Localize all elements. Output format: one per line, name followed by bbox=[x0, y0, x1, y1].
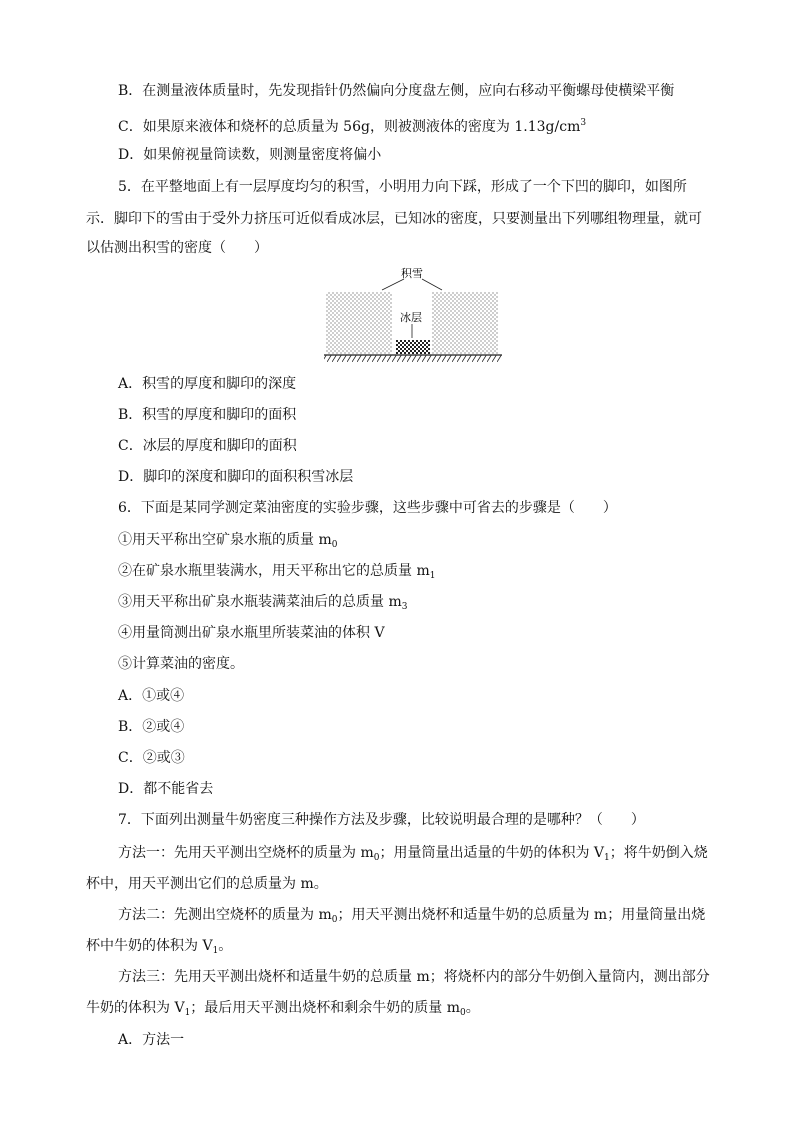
snow-left bbox=[326, 292, 392, 354]
q5-option-c: C．冰层的厚度和脚印的面积 bbox=[118, 438, 297, 454]
q6-step-4: ④用量筒测出矿泉水瓶里所装菜油的体积 V bbox=[118, 625, 385, 641]
q6-option-b: B．②或④ bbox=[118, 719, 185, 735]
label-ice: 冰层 bbox=[400, 311, 422, 324]
snow-footprint-figure bbox=[322, 266, 504, 366]
snow-right bbox=[432, 292, 498, 354]
q7-method-3-line-1: 方法三：先用天平测出烧杯和适量牛奶的总质量 m；将烧杯内的部分牛奶倒入量筒内，测出部分 bbox=[118, 969, 710, 985]
label-snow: 积雪 bbox=[401, 267, 423, 280]
q6-step-3: ③用天平称出矿泉水瓶装满菜油后的总质量 $m_3$ bbox=[118, 594, 408, 612]
q4-option-c: C．如果原来液体和烧杯的总质量为 56g，则被测液体的密度为 $1.13g/cm^3$ bbox=[118, 118, 587, 135]
q6-stem: 6．下面是某同学测定菜油密度的实验步骤，这些步骤中可省去的步骤是（ ） bbox=[118, 500, 617, 516]
q7-method-1-line-2: 杯中，用天平测出它们的总质量为 m。 bbox=[86, 876, 328, 892]
q6-option-d: D．都不能省去 bbox=[118, 781, 214, 797]
q5-option-b: B．积雪的厚度和脚印的面积 bbox=[118, 407, 297, 423]
q7-option-a: A．方法一 bbox=[118, 1032, 185, 1048]
q6-option-c: C．②或③ bbox=[118, 750, 185, 766]
q6-step-1: ①用天平称出空矿泉水瓶的质量 $m_0$ bbox=[118, 532, 338, 550]
q5-option-a: A．积雪的厚度和脚印的深度 bbox=[118, 376, 297, 392]
q6-step-5: ⑤计算菜油的密度。 bbox=[118, 656, 244, 672]
q5-option-d: D．脚印的深度和脚印的面积积雪冰层 bbox=[118, 469, 354, 485]
q7-method-1-line-1: 方法一：先用天平测出空烧杯的质量为 $m_0$；用量筒量出适量的牛奶的体积为 $V_1$；将牛奶倒入烧 bbox=[118, 845, 708, 863]
q6-step-2: ②在矿泉水瓶里装满水，用天平称出它的总质量 $m_1$ bbox=[118, 563, 436, 581]
q7-method-2-line-1: 方法二：先测出空烧杯的质量为 $m_0$；用天平测出烧杯和适量牛奶的总质量为 m；用量筒量出烧 bbox=[118, 907, 706, 925]
q5-stem-line-2: 示．脚印下的雪由于受外力挤压可近似看成冰层，已知冰的密度，只要测量出下列哪组物理量，就可 bbox=[86, 211, 702, 227]
q4-option-b: B．在测量液体质量时，先发现指针仍然偏向分度盘左侧，应向右移动平衡螺母使横梁平衡 bbox=[118, 83, 675, 99]
q7-method-2-line-2: 杯中牛奶的体积为 $V_1$。 bbox=[86, 938, 233, 956]
q5-stem-line-1: 5．在平整地面上有一层厚度均匀的积雪，小明用力向下踩，形成了一个下凹的脚印，如图所 bbox=[118, 179, 687, 195]
q4-option-d: D．如果俯视量筒读数，则测量密度将偏小 bbox=[118, 147, 382, 163]
q7-stem: 7．下面列出测量牛奶密度三种操作方法及步骤，比较说明最合理的是哪种？（ ） bbox=[118, 812, 645, 828]
q6-option-a: A．①或④ bbox=[118, 688, 185, 704]
ice-layer bbox=[396, 340, 430, 354]
q5-stem-line-3: 以估测出积雪的密度（ ） bbox=[86, 240, 268, 256]
q7-method-3-line-2: 牛奶的体积为 $V_1$；最后用天平测出烧杯和剩余牛奶的质量 $m_0$。 bbox=[86, 1000, 480, 1018]
ground-hatch bbox=[324, 355, 502, 362]
